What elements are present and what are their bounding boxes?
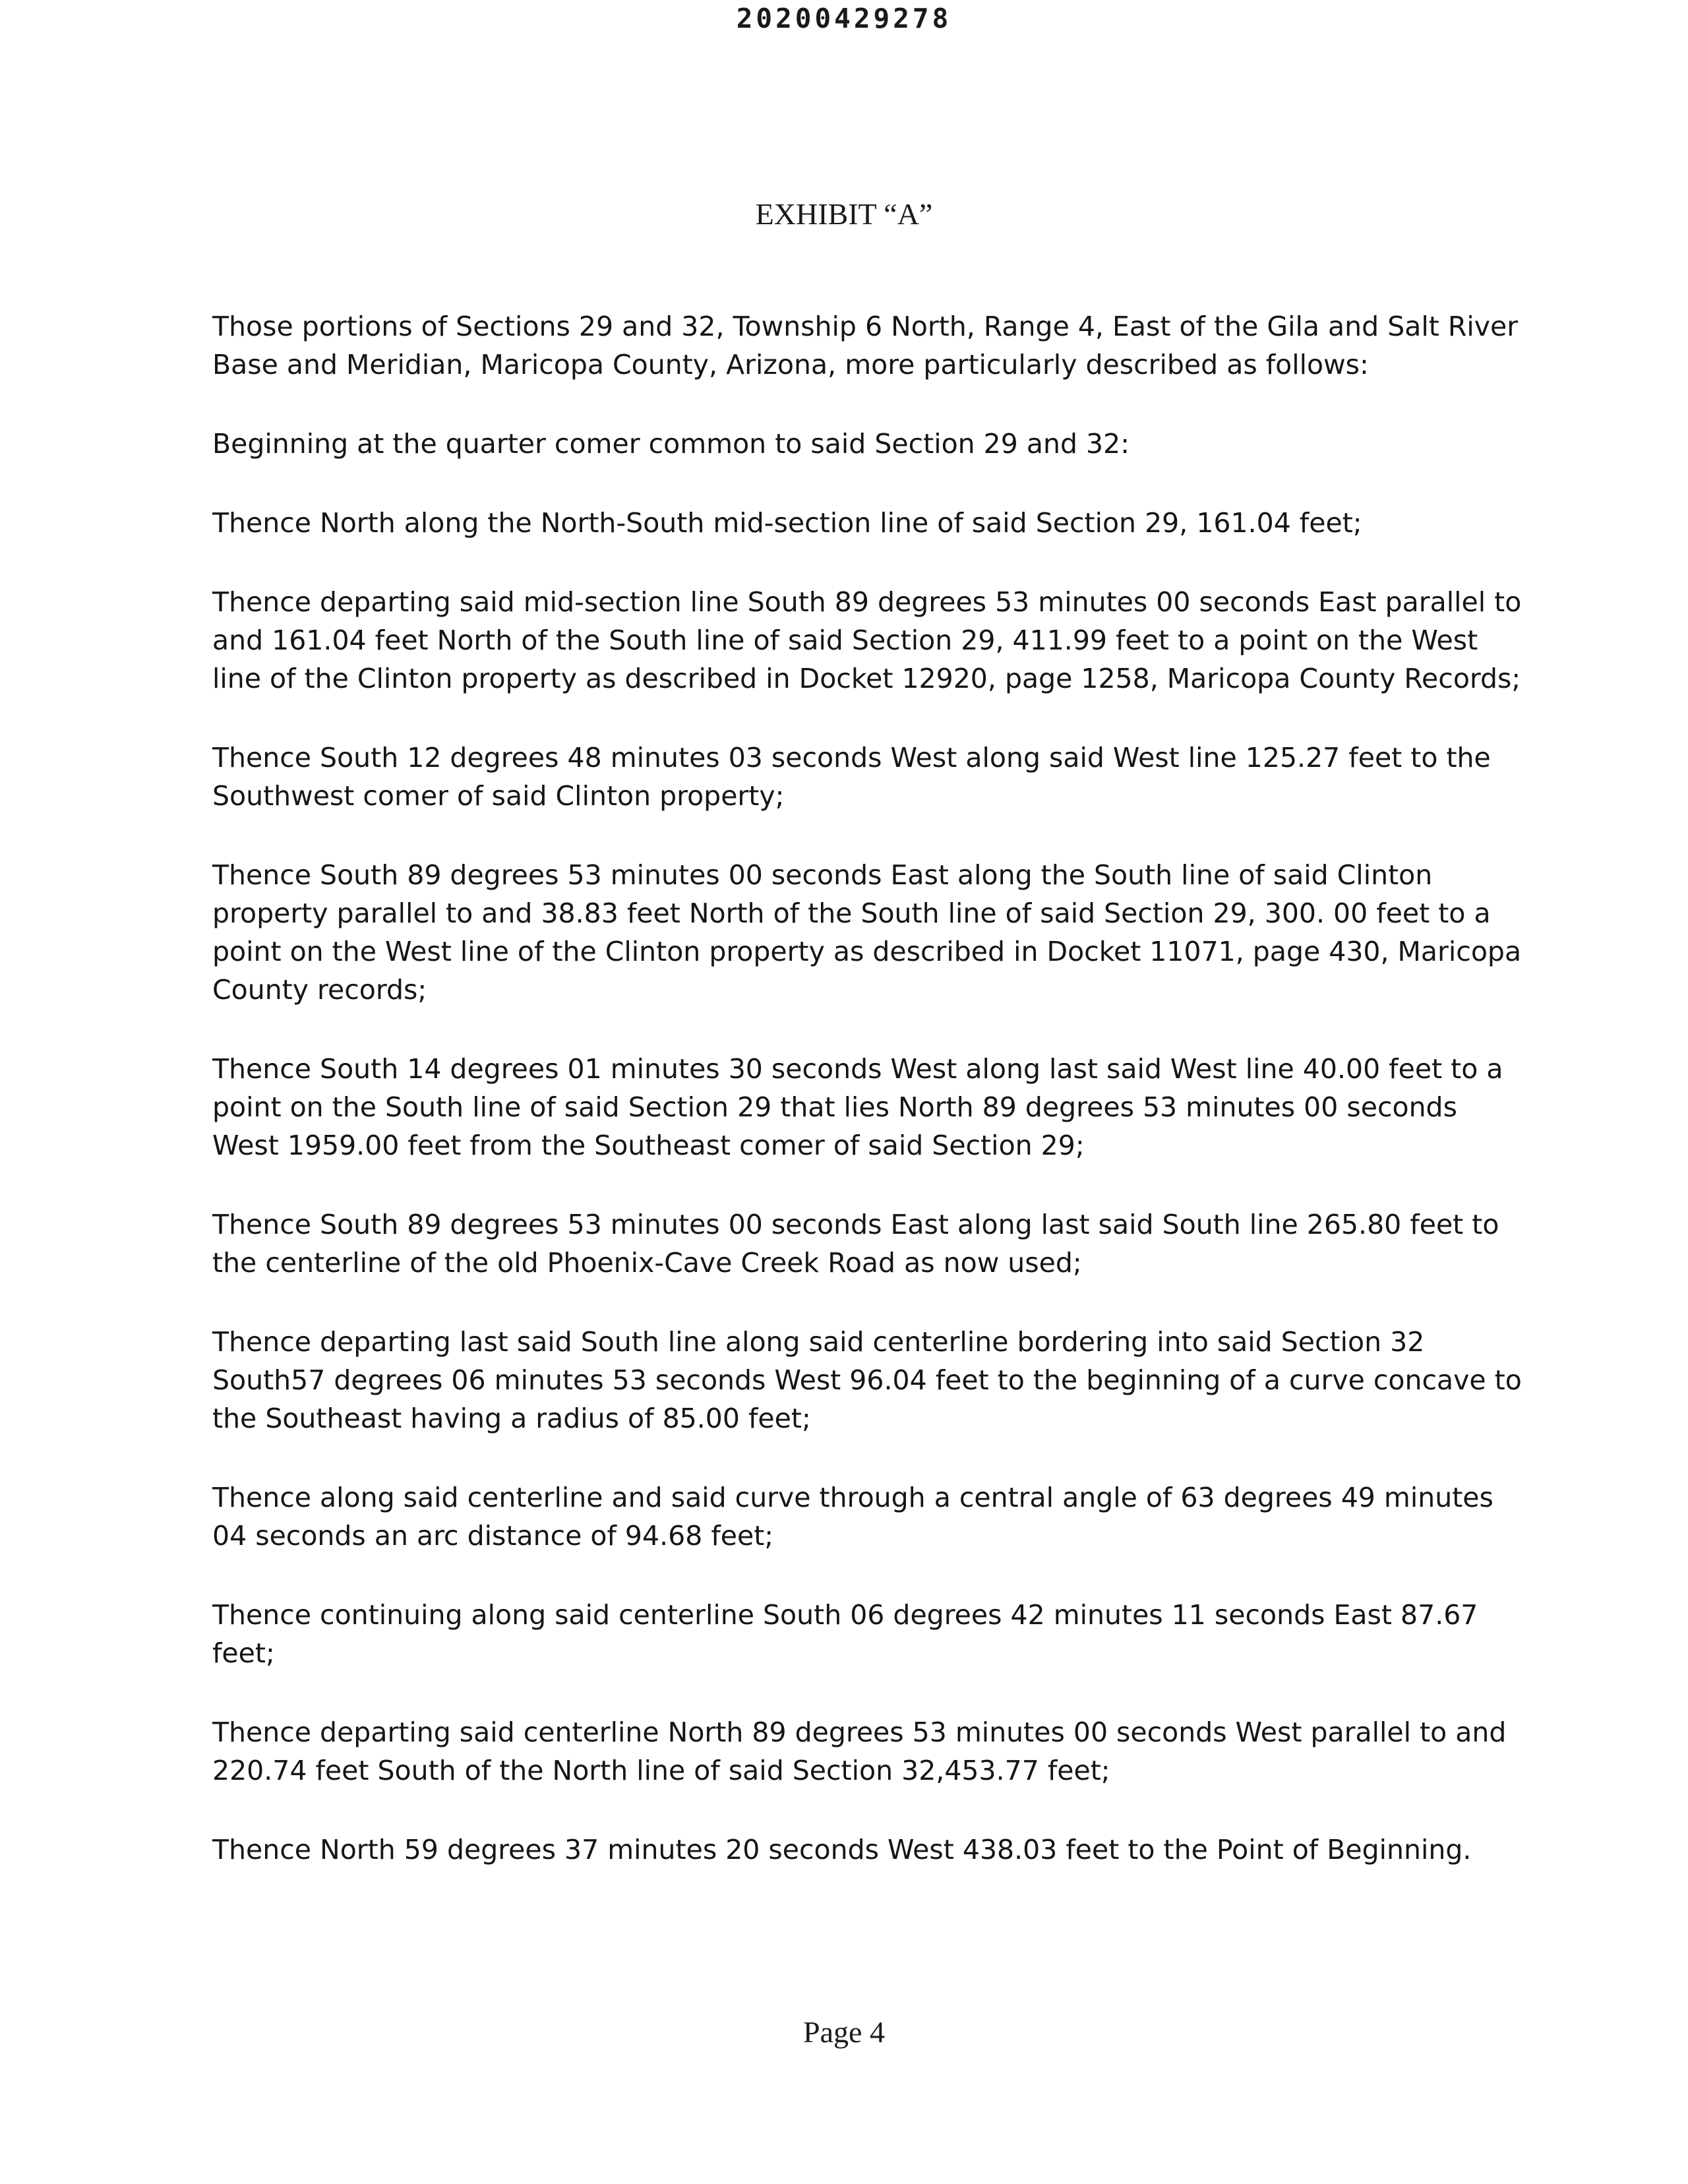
paragraph-beginning: Beginning at the quarter comer common to said Section 29 and 32: <box>212 428 1130 460</box>
paragraph-course: Thence departing last said South line along said centerline bordering into said Section 32 South57 degrees 06 minutes 53 seconds West 96.04 feet to the beginning of a curve concave to the Southeast having a radius of 85.00 feet; <box>212 1326 1522 1434</box>
recording-number: 20200429278 <box>736 3 952 34</box>
paragraph-course: Thence departing said centerline North 89 degrees 53 minutes 00 seconds West parallel to and 220.74 feet South of the North line of said Section 32,453.77 feet; <box>212 1716 1507 1786</box>
paragraph-course: Thence departing said mid-section line South 89 degrees 53 minutes 00 seconds East parallel to and 161.04 feet North of the South line of said Section 29, 411.99 feet to a point on the West line of the Clinton property as described in Docket 12920, page 1258, Maricopa County Records; <box>212 586 1522 694</box>
paragraph-course: Thence North along the North-South mid-section line of said Section 29, 161.04 feet; <box>212 507 1362 539</box>
paragraph-closing: Thence North 59 degrees 37 minutes 20 seconds West 438.03 feet to the Point of Beginning. <box>212 1834 1472 1866</box>
paragraph-course: Thence continuing along said centerline South 06 degrees 42 minutes 11 seconds East 87.67 feet; <box>212 1599 1478 1669</box>
paragraph-course: Thence South 89 degrees 53 minutes 00 seconds East along the South line of said Clinton property parallel to and 38.83 feet North of the South line of said Section 29, 300. 00 feet to a point on the West line of the Clinton property as described in Docket 11071, page 430, Maricopa County records; <box>212 859 1522 1006</box>
exhibit-title: EXHIBIT “A” <box>755 197 933 231</box>
paragraph-course: Thence South 89 degrees 53 minutes 00 seconds East along last said South line 265.80 feet to the centerline of the old Phoenix-Cave Creek Road as now used; <box>212 1209 1499 1279</box>
paragraph-course: Thence South 14 degrees 01 minutes 30 seconds West along last said West line 40.00 feet to a point on the South line of said Section 29 that lies North 89 degrees 53 minutes 00 seconds West 1959.00 feet from the Southeast comer of said Section 29; <box>212 1053 1503 1161</box>
paragraph-course: Thence South 12 degrees 48 minutes 03 seconds West along said West line 125.27 feet to the Southwest comer of said Clinton property; <box>212 742 1491 812</box>
paragraph-intro: Those portions of Sections 29 and 32, Township 6 North, Range 4, East of the Gila and Salt River Base and Meridian, Maricopa County, Arizona, more particularly described as follows: <box>212 311 1519 380</box>
legal-description <box>212 307 1524 1910</box>
page-number: Page 4 <box>803 2015 885 2049</box>
paragraph-course: Thence along said centerline and said curve through a central angle of 63 degrees 49 minutes 04 seconds an arc distance of 94.68 feet; <box>212 1482 1493 1552</box>
